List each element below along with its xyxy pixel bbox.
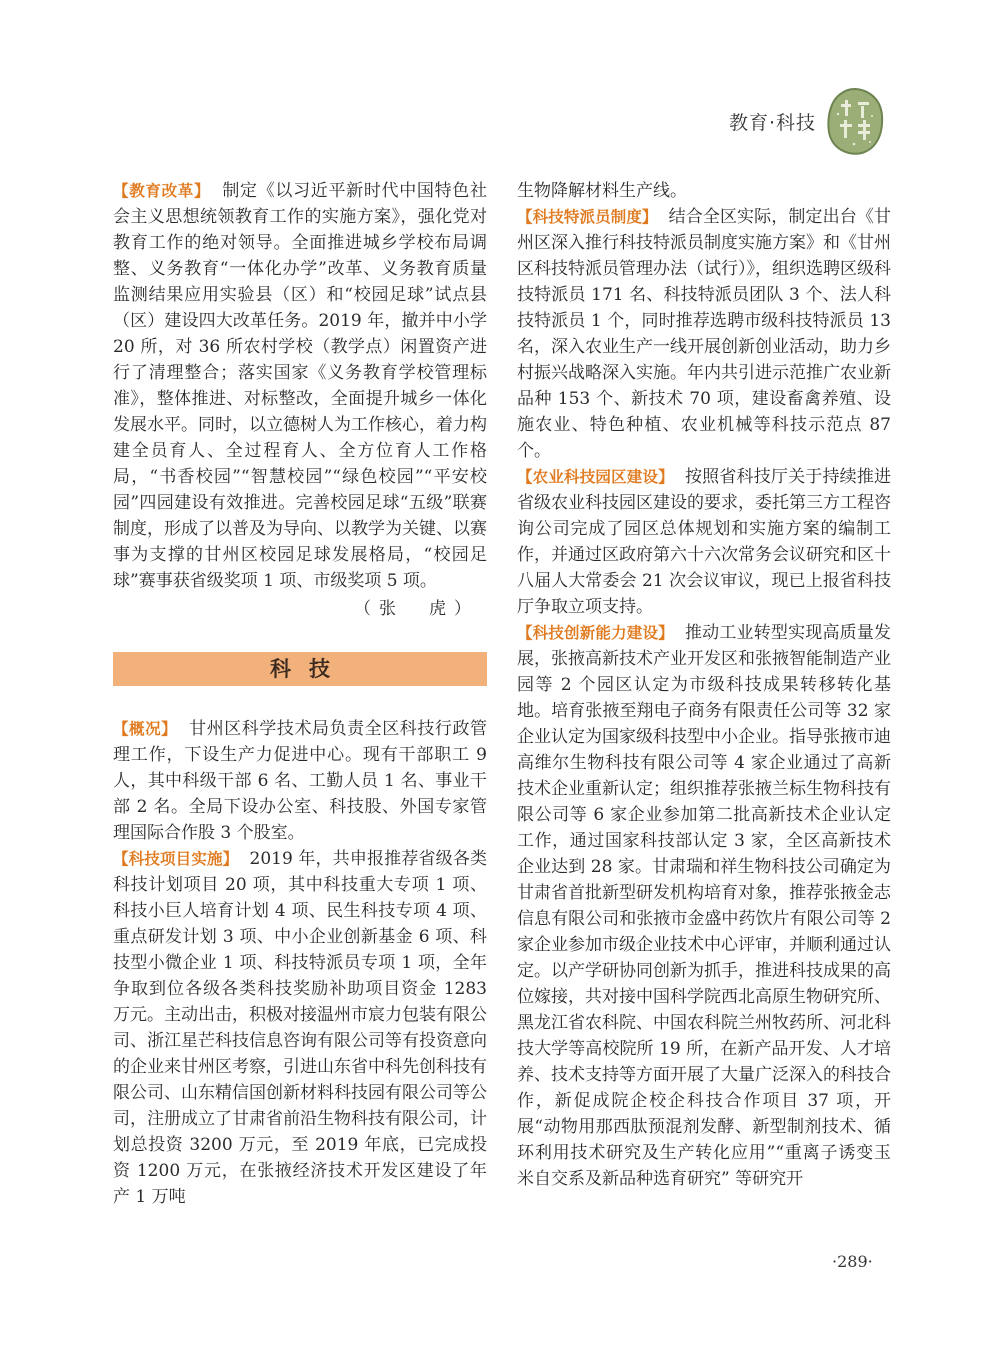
envoy-paragraph [517, 204, 891, 464]
section-banner [113, 652, 487, 686]
page-header [729, 86, 884, 156]
envoy-tag: 【科技特派员制度】 [517, 208, 658, 226]
edu-reform-paragraph [113, 178, 487, 594]
overview-text: 甘州区科学技术局负责全区科技行政管理工作，下设生产力促进中心。现有干部职工 9 人，其中科级干部 6 名、工勤人员 1 名、事业干部 2 名。全局下设办公室、科技股、外国专家管理国际合作股 3 个股室。 [113, 719, 487, 843]
edu-reform-text: 制定《以习近平新时代中国特色社会主义思想统领教育工作的实施方案》，强化党对教育工作的绝对领导。全面推进城乡学校布局调整、义务教育“一体化办学”改革、义务教育质量监测结果应用实验县（区）和“校园足球”试点县（区）建设四大改革任务。2019 年，撤并中小学 20 所，对 36 所农村学校（教学点）闲置资产进行了清理整合；落实国家《义务教育学校管理标准》，整体推进、对标整改，全面提升城乡一体化发展水平。同时，以立德树人为工作核心，着力构建全员育人、全过程育人、全方位育人工作格局，“书香校园”“智慧校园”“绿色校园”“平安校园”四园建设有效推进。完善校园足球“五级”联赛制度，形成了以普及为导向、以教学为关键、以赛事为支撑的甘州区校园足球发展格局，“校园足球”赛事获省级奖项 1 项、市级奖项 5 项。 [113, 181, 487, 591]
author-signature: （张 虎） [354, 599, 479, 619]
projects-tag: 【科技项目实施】 [113, 850, 239, 868]
seal-icon [826, 86, 884, 156]
section-banner-title: 科技 [270, 657, 348, 681]
continued-paragraph: 生物降解材料生产线。 [517, 181, 687, 201]
park-tag: 【农业科技园区建设】 [517, 468, 674, 486]
innovation-text: 推动工业转型实现高质量发展，张掖高新技术产业开发区和张掖智能制造产业园等 2 个园区认定为市级科技成果转移转化基地。培育张掖至翔电子商务有限责任公司等 32 家企业认定为国家级科技型中小企业。指导张掖市迪高维尔生物科技有限公司等 4 家企业通过了高新技术企业重新认定；组织推荐张掖兰标生物科技有限公司等 6 家企业参加第二批高新技术企业认定工作，通过国家科技部认定 3 家，全区高新技术企业达到 28 家。甘肃瑞和祥生物科技公司确定为甘肃省首批新型研发机构培育对象，推荐张掖金志信息有限公司和张掖市金盛中药饮片有限公司等 2 家企业参加市级企业技术中心评审，并顺利通过认定。以产学研协同创新为抓手，推进科技成果的高位嫁接，共对接中国科学院西北高原生物研究所、黑龙江省农科院、中国农科院兰州牧药所、河北科技大学等高校院所 19 所，在新产品开发、人才培养、技术支持等方面开展了大量广泛深入的科技合作，新促成院企校企科技合作项目 37 项，开展“动物用那西肽预混剂发酵、新型制剂技术、循环利用技术研究及生产转化应用”“重离子诱变玉米自交系及新品种选育研究” 等研究开 [517, 623, 891, 1189]
projects-paragraph [113, 846, 487, 1210]
projects-text: 2019 年，共申报推荐省级各类科技计划项目 20 项，其中科技重大专项 1 项、科技小巨人培育计划 4 项、民生科技专项 4 项、重点研发计划 3 项、中小企业创新基金 6 项、科技型小微企业 1 项、科技特派员专项 1 项，全年争取到位各级各类科技奖励补助项目资金 1283 万元。主动出击，积极对接温州市宸力包装有限公司、浙江星芒科技信息咨询有限公司等有投资意向的企业来甘州区考察，引进山东省中科先创科技有限公司、山东精信国创新材料科技园有限公司等公司，注册成立了甘肃省前沿生物科技有限公司，计划总投资 3200 万元，至 2019 年底，已完成投资 1200 万元，在张掖经济技术开发区建设了年产 1 万吨 [113, 849, 488, 1207]
section-title: 教育·科技 [728, 111, 816, 134]
left-column [113, 178, 487, 1210]
page-number: ·289· [832, 1252, 873, 1271]
edu-reform-tag: 【教育改革】 [113, 182, 211, 200]
overview-tag: 【概况】 [113, 720, 178, 738]
envoy-text: 结合全区实际，制定出台《甘州区深入推行科技特派员制度实施方案》和《甘州区科技特派员管理办法（试行）》，组织选聘区级科技特派员 171 名、科技特派员团队 3 个、法人科技特派员 1 个，同时推荐选聘市级科技特派员 13 名，深入农业生产一线开展创新创业活动，助力乡村振兴战略深入实施。年内共引进示范推广农业新品种 153 个、新技术 70 项，建设畜禽养殖、设施农业、特色种植、农业机械等科技示范点 87 个。 [517, 207, 891, 461]
innovation-tag: 【科技创新能力建设】 [517, 624, 674, 642]
overview-paragraph [113, 716, 487, 846]
right-column [517, 178, 891, 1192]
innovation-paragraph [517, 620, 891, 1192]
park-text: 按照省科技厅关于持续推进省级农业科技园区建设的要求，委托第三方工程咨询公司完成了园区总体规划和实施方案的编制工作，并通过区政府第六十六次常务会议研究和区十八届人大常委会 21 次会议审议，现已上报省科技厅争取立项支持。 [517, 467, 891, 617]
park-paragraph [517, 464, 891, 620]
